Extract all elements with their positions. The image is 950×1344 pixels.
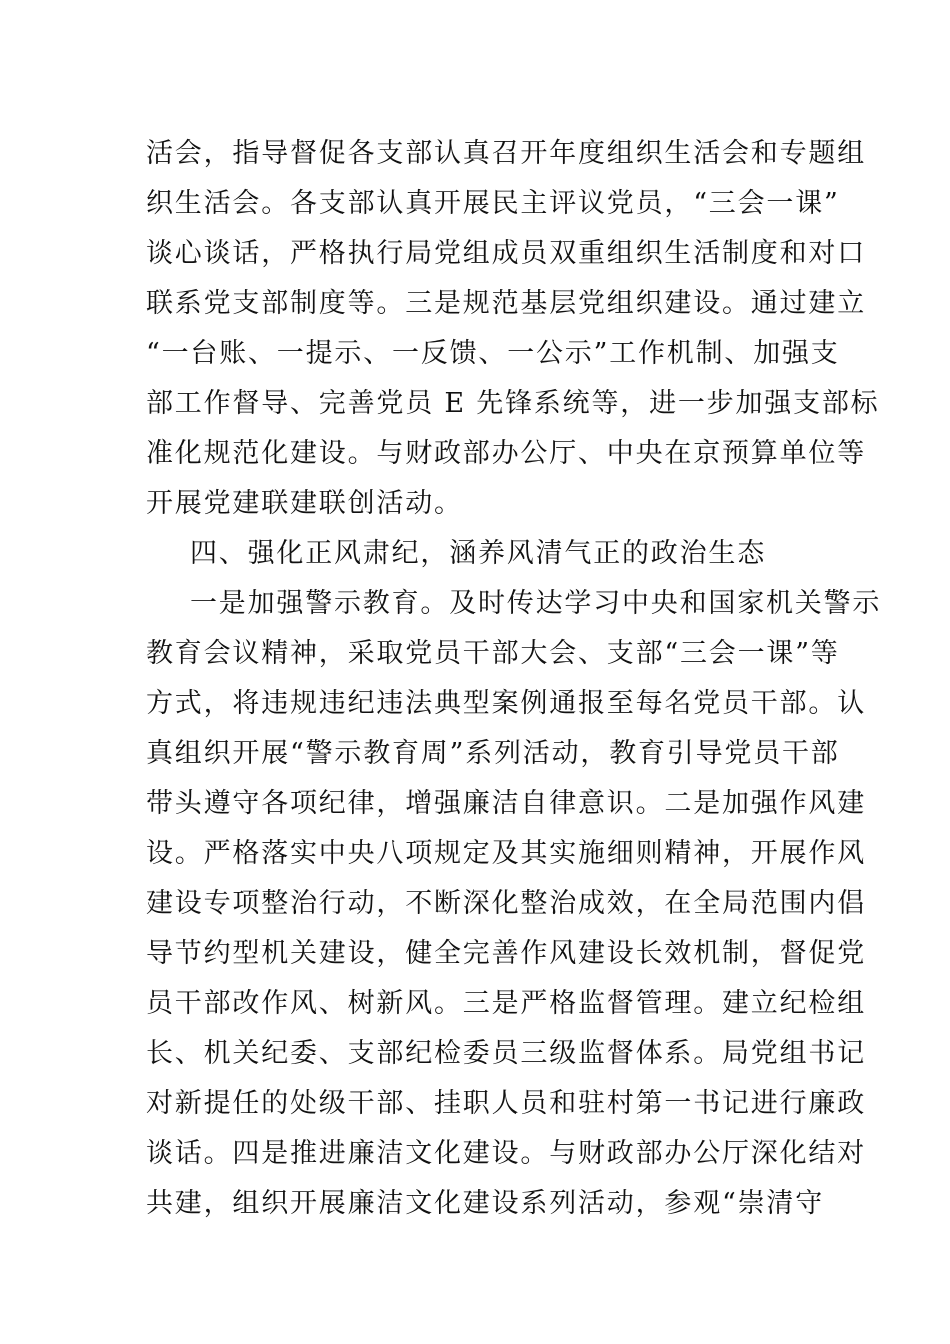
paragraph-line: 教育会议精神，采取党员干部大会、支部“三会一课”等 — [146, 638, 840, 669]
paragraph-line: 准化规范化建设。与财政部办公厅、中央在京预算单位等 — [146, 438, 866, 469]
section-heading: 四、强化正风肃纪，涵养风清气正的政治生态 — [190, 538, 766, 569]
paragraph-line: 谈话。四是推进廉洁文化建设。与财政部办公厅深化结对 — [146, 1138, 866, 1169]
paragraph-line: 真组织开展“警示教育周”系列活动，教育引导党员干部 — [146, 738, 840, 769]
paragraph-line: 带头遵守各项纪律，增强廉洁自律意识。二是加强作风建 — [146, 788, 866, 819]
paragraph-line: 织生活会。各支部认真开展民主评议党员，“三会一课” — [146, 188, 840, 219]
paragraph-line: 一是加强警示教育。及时传达学习中央和国家机关警示 — [190, 588, 882, 619]
paragraph-line: 对新提任的处级干部、挂职人员和驻村第一书记进行廉政 — [146, 1088, 866, 1119]
paragraph-line: 联系党支部制度等。三是规范基层党组织建设。通过建立 — [146, 288, 866, 319]
paragraph-line: 开展党建联建联创活动。 — [146, 488, 463, 519]
paragraph-line: 导节约型机关建设，健全完善作风建设长效机制，督促党 — [146, 938, 866, 969]
paragraph-line: 方式，将违规违纪违法典型案例通报至每名党员干部。认 — [146, 688, 866, 719]
paragraph-line: 员干部改作风、树新风。三是严格监督管理。建立纪检组 — [146, 988, 866, 1019]
paragraph-line: 活会，指导督促各支部认真召开年度组织生活会和专题组 — [146, 138, 866, 169]
paragraph-line: 建设专项整治行动，不断深化整治成效，在全局范围内倡 — [146, 888, 866, 919]
paragraph-line: 设。严格落实中央八项规定及其实施细则精神，开展作风 — [146, 838, 866, 869]
paragraph-line: 长、机关纪委、支部纪检委员三级监督体系。局党组书记 — [146, 1038, 866, 1069]
paragraph-line: “一台账、一提示、一反馈、一公示”工作机制、加强支 — [146, 338, 840, 369]
paragraph-line: 谈心谈话，严格执行局党组成员双重组织生活制度和对口 — [146, 238, 866, 269]
paragraph-line: 部工作督导、完善党员 E 先锋系统等，进一步加强支部标 — [146, 388, 880, 419]
paragraph-line: 共建，组织开展廉洁文化建设系列活动，参观“崇清守 — [146, 1188, 825, 1219]
